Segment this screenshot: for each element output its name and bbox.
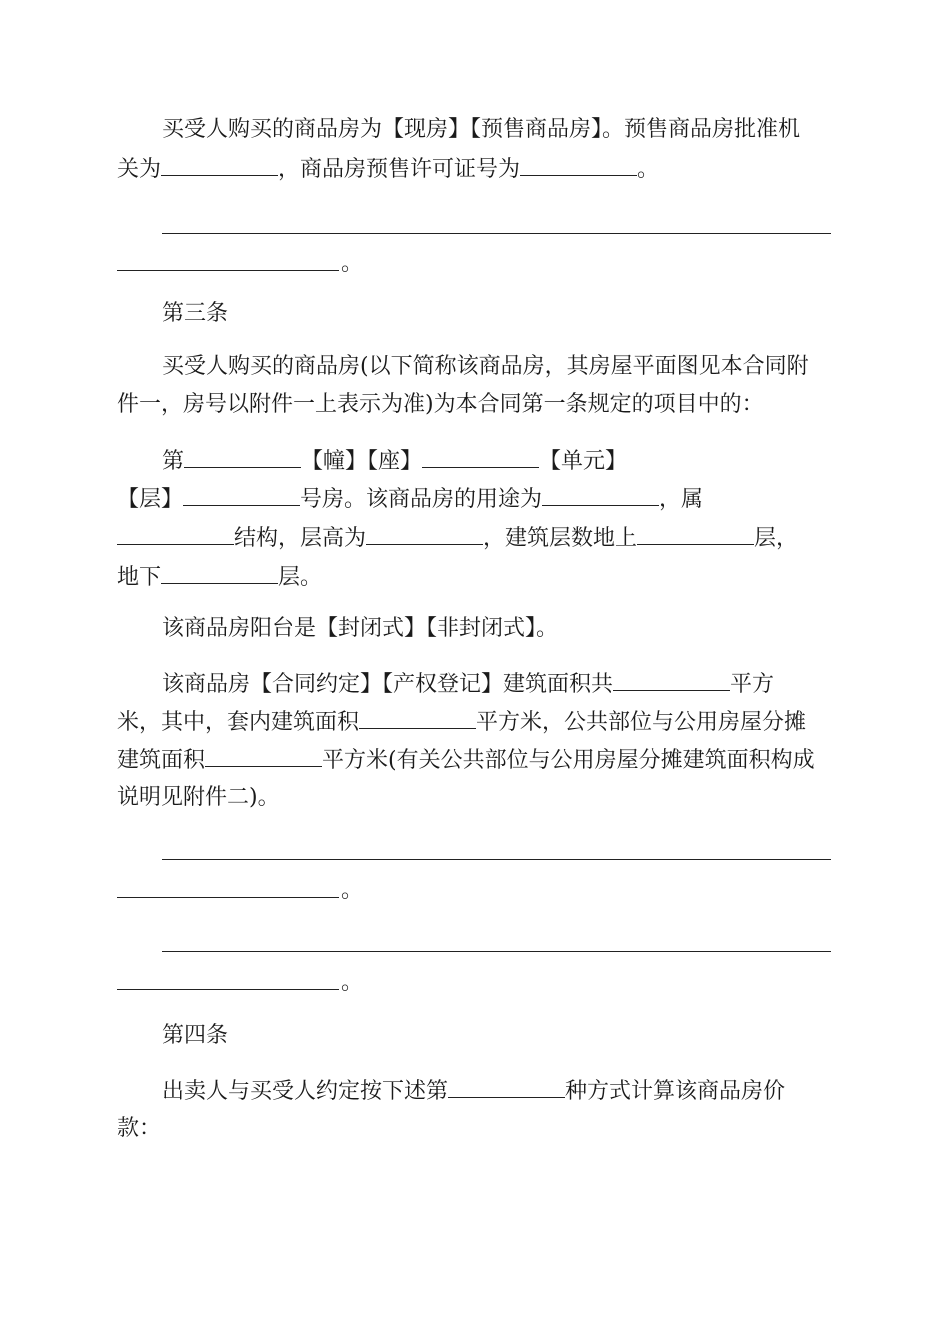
- text: 号房。该商品房的用途为: [300, 487, 543, 512]
- article-heading: 第三条: [162, 301, 229, 326]
- blank-field: [520, 155, 637, 176]
- blank-field: [117, 524, 234, 545]
- text: ，属: [659, 487, 704, 512]
- period: 。: [341, 251, 364, 276]
- article-heading: 第四条: [162, 1023, 229, 1048]
- blank-field: [448, 1077, 565, 1098]
- text: 平方: [730, 672, 775, 697]
- blank-field: [542, 485, 659, 506]
- text: 地下: [117, 565, 162, 590]
- text: 第: [162, 449, 185, 474]
- paragraph-line: 买受人购买的商品房为【现房】【预售商品房】。预售商品房批准机: [162, 117, 801, 142]
- blank-field: [637, 524, 754, 545]
- text: 平方米，公共部位与公用房屋分摊: [476, 710, 807, 735]
- paragraph-line: [117, 708, 806, 736]
- text: 种方式计算该商品房价: [565, 1079, 786, 1104]
- paragraph-line: 说明见附件二)。: [117, 785, 280, 810]
- text: 出卖人与买受人约定按下述第: [162, 1079, 449, 1104]
- text: 建筑面积: [117, 748, 206, 773]
- blank-rule: [117, 897, 339, 898]
- paragraph-line: 件一，房号以附件一上表示为准)为本合同第一条规定的项目中的：: [117, 392, 764, 417]
- paragraph-line: [162, 447, 627, 475]
- text: 。: [637, 157, 660, 182]
- text: ，商品房预售许可证号为: [278, 157, 521, 182]
- paragraph-line: 买受人购买的商品房(以下简称该商品房，其房屋平面图见本合同附: [162, 354, 809, 379]
- blank-rule: [117, 270, 339, 271]
- blank-field: [205, 746, 322, 767]
- paragraph-line: [162, 1077, 785, 1105]
- text: 平方米(有关公共部位与公用房屋分摊建筑面积构成: [322, 748, 815, 773]
- blank-field: [184, 447, 301, 468]
- blank-field: [422, 447, 539, 468]
- paragraph-line: [117, 155, 659, 183]
- paragraph-line: 款：: [117, 1116, 162, 1141]
- text: 层。: [278, 565, 323, 590]
- blank-rule: [117, 989, 339, 990]
- blank-rule: [162, 233, 831, 234]
- blank-rule: [162, 859, 831, 860]
- text: 【幢】【座】: [301, 449, 423, 474]
- period: 。: [341, 970, 364, 995]
- paragraph-line: [117, 524, 798, 552]
- blank-rule: [162, 951, 831, 952]
- text: 米，其中，套内建筑面积: [117, 710, 360, 735]
- paragraph-line: [162, 670, 774, 698]
- blank-field: [161, 563, 278, 584]
- blank-field: [359, 708, 476, 729]
- paragraph-line: [117, 746, 815, 774]
- text: 层，: [754, 526, 799, 551]
- blank-field: [613, 670, 730, 691]
- paragraph-line: [117, 563, 322, 591]
- text: 【层】: [117, 487, 184, 512]
- paragraph-line: 该商品房阳台是【封闭式】【非封闭式】。: [162, 616, 559, 641]
- blank-field: [366, 524, 483, 545]
- blank-field: [183, 485, 300, 506]
- text: 【单元】: [539, 449, 628, 474]
- text: 该商品房【合同约定】【产权登记】建筑面积共: [162, 672, 614, 697]
- text: ，建筑层数地上: [483, 526, 638, 551]
- period: 。: [341, 878, 364, 903]
- text: 关为: [117, 157, 162, 182]
- paragraph-line: [117, 485, 703, 513]
- blank-field: [161, 155, 278, 176]
- text: 结构，层高为: [234, 526, 367, 551]
